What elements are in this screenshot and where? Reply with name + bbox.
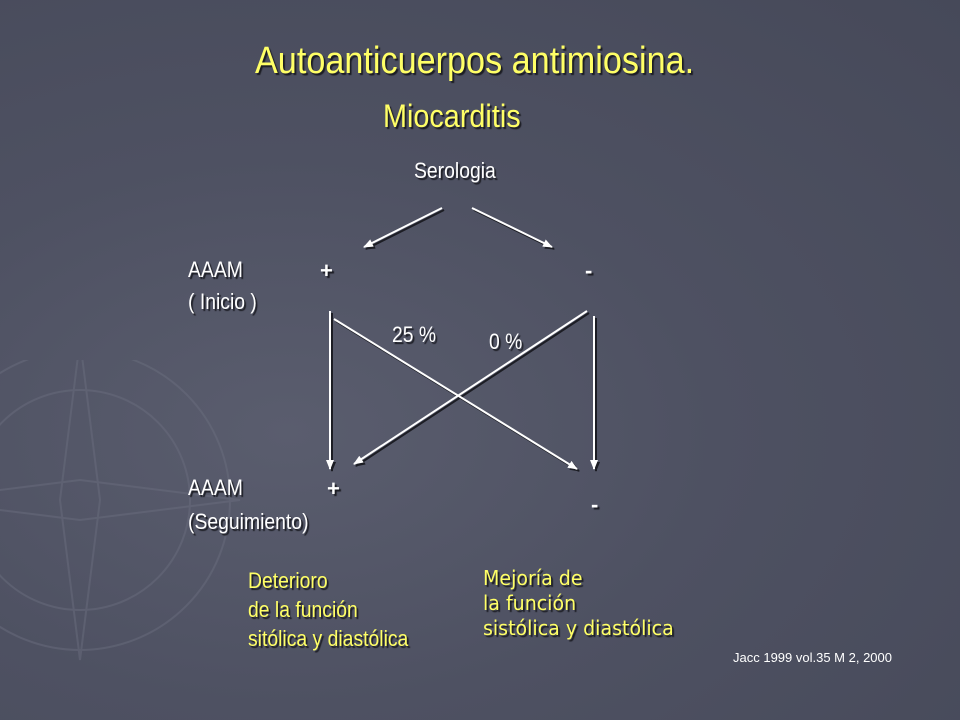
outcome-negative-line-2: la función [483,591,577,615]
outcome-positive-line-1: Deterioro [248,568,328,593]
percent-neg-to-pos: 0 % [489,329,523,354]
arrow-serologia-to-negative [472,208,552,247]
root-label: Serologia [414,158,496,183]
initial-positive-sign: + [320,258,333,283]
followup-name: AAAM [188,475,243,500]
slide-title: Autoanticuerpos antimiosina. [255,40,695,82]
outcome-negative-line-1: Mejoría de [483,566,583,590]
slide-subtitle: Miocarditis [383,98,521,134]
outcome-negative-line-3: sistólica y diastólica [483,616,674,640]
followup-positive-sign: + [327,476,340,501]
initial-name: AAAM [188,257,243,282]
followup-qualifier: (Seguimiento) [188,509,309,534]
arrow-negative-to-positive [354,311,587,464]
citation: Jacc 1999 vol.35 M 2, 2000 [733,650,892,665]
followup-negative-sign: - [591,492,599,517]
outcome-positive-line-3: sitólica y diastólica [248,626,409,651]
initial-negative-sign: - [585,258,593,283]
percent-pos-to-neg: 25 % [392,322,437,347]
arrow-serologia-to-positive [364,208,442,247]
outcome-positive-line-2: de la función [248,597,358,622]
initial-qualifier: ( Inicio ) [188,289,257,314]
